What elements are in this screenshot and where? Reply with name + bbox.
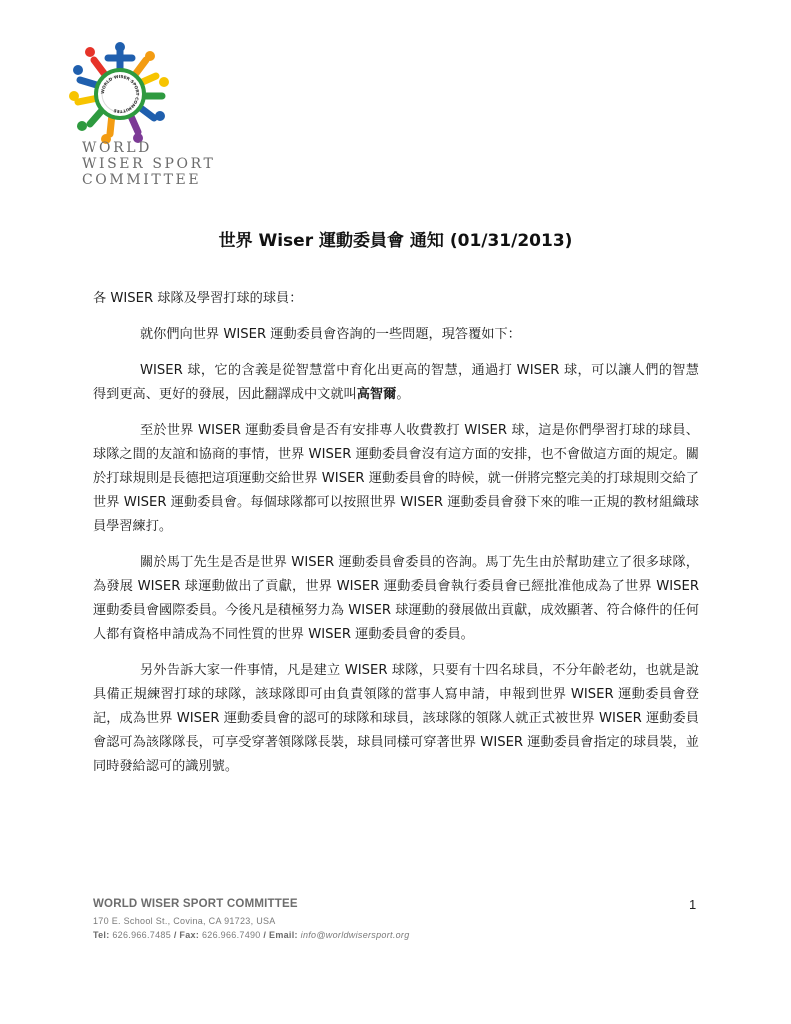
email-label: / Email: [263, 930, 298, 940]
chinese-name-highlight: 高智爾 [356, 387, 397, 402]
paragraph-2 [93, 359, 699, 407]
tel-number: 626.966.7485 [112, 930, 172, 940]
page-footer [93, 898, 699, 940]
logo-line-1: WORLD [82, 140, 152, 156]
footer-contact [93, 930, 699, 940]
fax-label: / Fax: [173, 930, 200, 940]
salutation: 各 WISER 球隊及學習打球的球員： [93, 291, 303, 306]
fax-number: 626.966.7490 [201, 930, 261, 940]
paragraph-5: 另外告訴大家一件事情，凡是建立 WISER 球隊，只要有十四名球員，不分年齡老幼，也就是說具備正規練習打球的球隊，該球隊即可由負責領隊的當事人寫申請，申報到世界 WISER 運動委員會登記，成為世界 WISER 運動委員會的認可的球隊和球員，該球隊的領隊人就正式被世界 WISER 運動委員會認可為該隊隊長，可享受穿著領隊隊長裝，球員同樣可穿著世界 WISER 運動委員會指定的球員裝，並同時發給認可的識別號。 [93, 663, 699, 774]
logo-emblem-icon [68, 40, 172, 144]
footer-address: 170 E. School St., Covina, CA 91723, USA [93, 916, 276, 926]
page-number: 1 [689, 897, 697, 912]
paragraph-1: 就你們向世界 WISER 運動委員會咨詢的一些問題，現答覆如下： [140, 327, 521, 342]
logo-wordmark [82, 140, 215, 188]
logo-ring-text: WORLD WISER SPORT COMMITTEE [99, 73, 141, 115]
paragraph-4: 關於馬丁先生是否是世界 WISER 運動委員會委員的咨詢。馬丁先生由於幫助建立了很多球隊，為發展 WISER 球運動做出了貢獻，世界 WISER 運動委員會執行委員會已經批准他成為了世界 WISER 運動委員會國際委員。今後凡是積極努力為 WISER 球運動的發展做出貢獻，成效顯著、符合條件的任何人都有資格申請成為不同性質的世界 WISER 運動委員會的委員。 [93, 555, 699, 642]
paragraph-2-text: WISER 球，它的含義是從智慧當中育化出更高的智慧，通過打 WISER 球，可以讓人們的智慧得到更高、更好的發展，因此翻譯成中文就叫 [93, 363, 699, 402]
committee-logo [68, 40, 172, 144]
paragraph-2-end: 。 [396, 387, 410, 402]
logo-line-3: COMMITTEE [82, 172, 202, 188]
notice-title: 世界 Wiser 運動委員會 通知 (01/31/2013) [218, 231, 573, 251]
logo-line-2: WISER SPORT [82, 156, 216, 172]
notice-body [93, 287, 699, 791]
email-address[interactable]: info@worldwisersport.org [300, 930, 410, 940]
paragraph-3: 至於世界 WISER 運動委員會是否有安排專人收費教打 WISER 球，這是你們學習打球的球員、球隊之間的友誼和協商的事情，世界 WISER 運動委員會沒有這方面的安排，也不會做這方面的規定。關於打球規則是長德把這項運動交給世界 WISER 運動委員會的時候，就一併將完整完美的打球規則交給了世界 WISER 運動委員會。每個球隊都可以按照世界 WISER 運動委員會發下來的唯一正規的教材組織球員學習練打。 [93, 423, 699, 534]
footer-org-name: WORLD WISER SPORT COMMITTEE [93, 898, 298, 910]
tel-label: Tel: [93, 930, 110, 940]
